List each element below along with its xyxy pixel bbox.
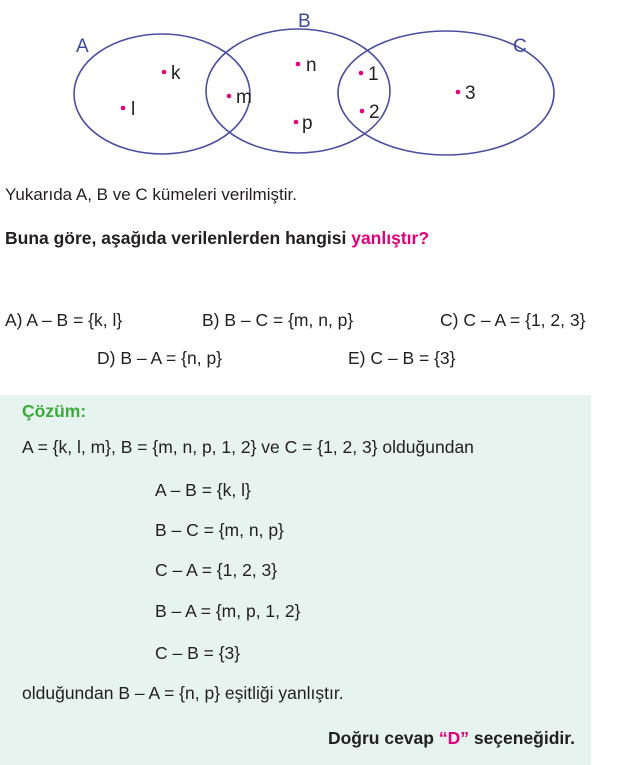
set-a-label: A	[76, 36, 89, 57]
correct-answer	[328, 728, 575, 749]
solution-step: C – A = {1, 2, 3}	[155, 560, 278, 580]
answer-options	[0, 310, 619, 370]
element-2-dot	[360, 109, 365, 114]
solution-box	[0, 395, 591, 765]
element-l-dot	[121, 106, 126, 111]
solution-step: B – A = {m, p, 1, 2}	[155, 601, 301, 621]
answer-suffix: seçeneğidir.	[468, 728, 575, 748]
element-m: m	[236, 87, 252, 108]
solution-conclusion: olduğundan B – A = {n, p} eşitliği yanlıştır.	[22, 683, 344, 703]
set-c-label: C	[513, 36, 527, 57]
option-c[interactable]: C) C – A = {1, 2, 3}	[440, 310, 586, 330]
question-keyword: yanlıştır?	[351, 228, 430, 248]
element-l: l	[131, 99, 136, 120]
solution-step: B – C = {m, n, p}	[155, 520, 284, 540]
solution-title: Çözüm:	[22, 401, 87, 421]
answer-letter: “D”	[438, 728, 469, 748]
element-n-dot	[296, 62, 301, 67]
option-a[interactable]: A) A – B = {k, l}	[5, 310, 123, 330]
option-d[interactable]: D) B – A = {n, p}	[97, 348, 223, 368]
element-1: 1	[368, 64, 379, 85]
element-m-dot	[227, 94, 232, 99]
set-b-label: B	[298, 11, 311, 32]
question-prompt	[5, 228, 429, 249]
set-b-circle	[206, 29, 390, 153]
solution-step: C – B = {3}	[155, 643, 241, 663]
option-e[interactable]: E) C – B = {3}	[348, 348, 456, 368]
element-k-dot	[162, 70, 167, 75]
question-prompt-text: Buna göre, aşağıda verilenlerden hangisi	[5, 228, 352, 248]
element-2: 2	[369, 102, 380, 123]
option-b[interactable]: B) B – C = {m, n, p}	[202, 310, 354, 330]
set-a-circle	[74, 34, 250, 154]
element-n: n	[306, 55, 317, 76]
element-k: k	[171, 63, 181, 84]
element-3-dot	[456, 90, 461, 95]
element-3: 3	[465, 83, 476, 104]
solution-step: A – B = {k, l}	[155, 480, 251, 500]
venn-diagram	[0, 0, 619, 180]
element-p: p	[302, 113, 313, 134]
solution-intro: A = {k, l, m}, B = {m, n, p, 1, 2} ve C = {1, 2, 3} olduğundan	[22, 437, 474, 457]
answer-prefix: Doğru cevap	[327, 728, 439, 748]
question-given: Yukarıda A, B ve C kümeleri verilmiştir.	[5, 185, 297, 204]
element-1-dot	[359, 71, 364, 76]
element-p-dot	[294, 120, 299, 125]
